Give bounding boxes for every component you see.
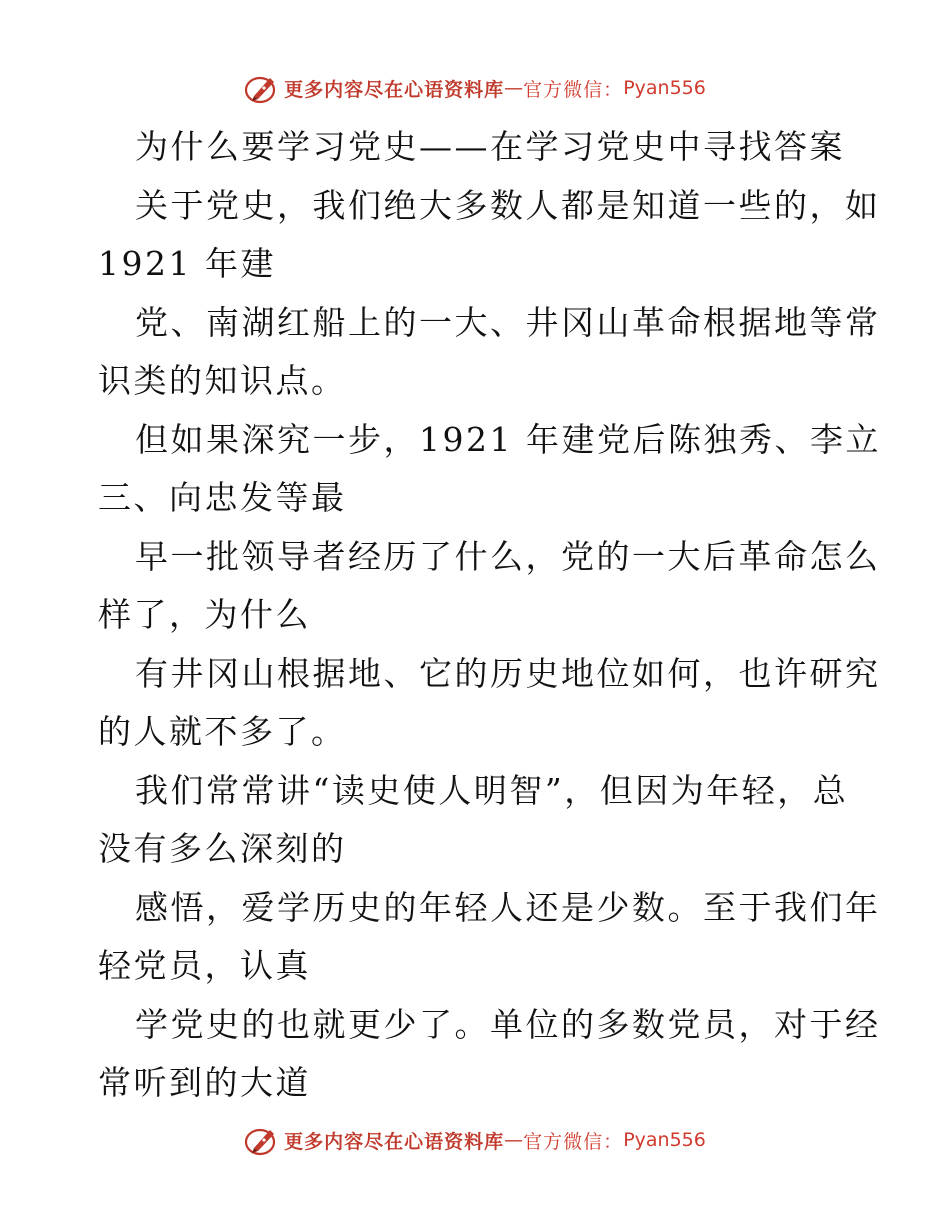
text-line: 学党史的也就更少了。单位的多数党员，对于经 [135, 1004, 881, 1044]
document-body [98, 118, 881, 1113]
banner-separator: — [504, 77, 524, 99]
header-watermark-banner [0, 68, 950, 108]
banner-wechat-label: 官方微信： [523, 78, 624, 101]
text-line: 样了，为什么 [98, 595, 311, 634]
text-line: 关于党史，我们绝大多数人都是知道一些的，如 [135, 185, 881, 225]
text-line: 三、向忠发等最 [98, 478, 347, 517]
banner-site-name: 更多内容尽在心语资料库 [284, 1130, 505, 1153]
banner-separator: — [504, 1129, 524, 1151]
banner-wechat-id: Pyan556 [623, 1129, 706, 1151]
banner-site-name: 更多内容尽在心语资料库 [284, 78, 505, 101]
text-line: 早一批领导者经历了什么，党的一大后革命怎么 [135, 536, 881, 576]
text-line: 但如果深究一步，1921 年建党后陈独秀、李立 [135, 419, 881, 459]
pen-nib-logo-icon [244, 72, 280, 104]
text-line: 为什么要学习党史——在学习党史中寻找答案 [135, 127, 845, 166]
banner-wechat-label: 官方微信： [523, 1130, 624, 1153]
text-line: 识类的知识点。 [98, 361, 347, 400]
banner-wechat-id: Pyan556 [623, 77, 706, 99]
footer-watermark-banner [0, 1120, 950, 1160]
text-line: 感悟，爱学历史的年轻人还是少数。至于我们年 [135, 887, 881, 927]
text-line: 常听到的大道 [98, 1063, 311, 1102]
text-line: 轻党员，认真 [98, 946, 311, 985]
pen-nib-logo-icon [244, 1124, 280, 1156]
text-line: 的人就不多了。 [98, 712, 347, 751]
text-line: 1921 年建 [98, 244, 276, 283]
text-line: 党、南湖红船上的一大、井冈山革命根据地等常 [135, 302, 881, 342]
text-line: 我们常常讲“读史使人明智”，但因为年轻，总 [135, 770, 849, 810]
text-line: 有井冈山根据地、它的历史地位如何，也许研究 [135, 653, 881, 693]
text-line: 没有多么深刻的 [98, 829, 347, 868]
